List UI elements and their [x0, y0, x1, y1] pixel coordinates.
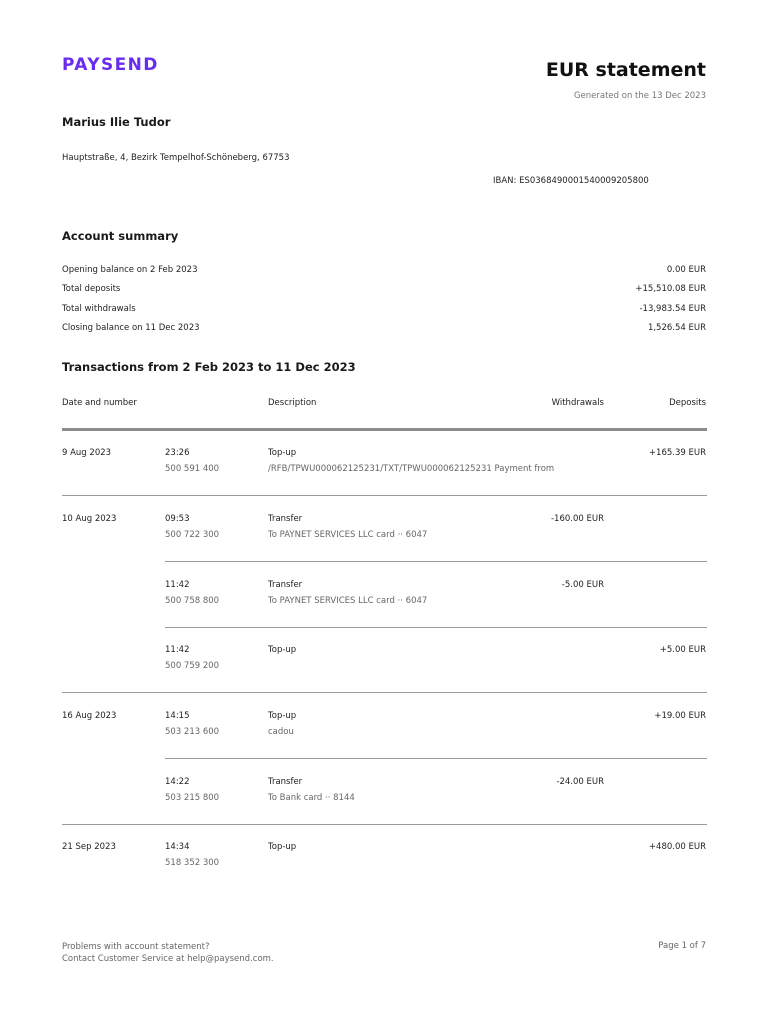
- transaction-time: 14:15: [165, 711, 190, 721]
- transaction-number: 500 722 300: [165, 530, 220, 540]
- transaction-time: 14:22: [165, 777, 190, 787]
- summary-label-deposits: Total deposits: [62, 284, 121, 294]
- transaction-type: Top-up: [268, 842, 297, 852]
- generated-date: Generated on the 13 Dec 2023: [573, 91, 706, 101]
- transaction-number: 500 591 400: [165, 464, 220, 474]
- transaction-details: /RFB/TPWU000062125231/TXT/TPWU000062125231 Payment from: [268, 464, 555, 474]
- transaction-number: 518 352 300: [165, 858, 220, 868]
- account-holder-address: Hauptstraße, 4, Bezirk Tempelhof-Schöneberg, 67753: [62, 153, 290, 163]
- footer-help: [62, 941, 274, 965]
- statement-title: EUR statement: [545, 59, 706, 81]
- row-divider: [165, 561, 707, 562]
- account-holder-name: Marius Ilie Tudor: [62, 115, 171, 129]
- transaction-date: 16 Aug 2023: [62, 711, 117, 721]
- transaction-time: 23:26: [165, 448, 190, 458]
- column-header-date: Date and number: [62, 398, 137, 408]
- paysend-logo: PAYSEND: [62, 55, 159, 75]
- footer-line-2: Contact Customer Service at help@paysend.com.: [62, 954, 274, 964]
- row-divider: [62, 495, 707, 496]
- footer-line-1: Problems with account statement?: [62, 942, 210, 952]
- transaction-time: 09:53: [165, 514, 190, 524]
- transaction-details: To PAYNET SERVICES LLC card ·· 6047: [268, 530, 428, 540]
- transaction-details: cadou: [268, 727, 294, 737]
- summary-value-withdrawals: -13,983.54 EUR: [639, 304, 706, 314]
- row-divider: [62, 692, 707, 693]
- transaction-date: 9 Aug 2023: [62, 448, 112, 458]
- transaction-deposit: +480.00 EUR: [648, 842, 706, 852]
- transaction-type: Transfer: [268, 777, 303, 787]
- transaction-time: 11:42: [165, 580, 190, 590]
- summary-value-deposits: +15,510.08 EUR: [635, 284, 706, 294]
- row-divider: [165, 627, 707, 628]
- transaction-number: 500 759 200: [165, 661, 220, 671]
- summary-label-closing: Closing balance on 11 Dec 2023: [62, 323, 200, 333]
- transaction-type: Top-up: [268, 645, 297, 655]
- summary-label-opening: Opening balance on 2 Feb 2023: [62, 265, 198, 275]
- transaction-withdrawal: -24.00 EUR: [556, 777, 604, 787]
- transaction-deposit: +165.39 EUR: [648, 448, 706, 458]
- transaction-time: 14:34: [165, 842, 190, 852]
- transaction-number: 500 758 800: [165, 596, 220, 606]
- column-header-withdrawals: Withdrawals: [551, 398, 604, 408]
- transaction-type: Top-up: [268, 448, 297, 458]
- page-number: Page 1 of 7: [658, 941, 706, 951]
- transaction-date: 10 Aug 2023: [62, 514, 117, 524]
- transaction-time: 11:42: [165, 645, 190, 655]
- iban: IBAN: ES0368490001540009205800: [493, 176, 649, 186]
- summary-label-withdrawals: Total withdrawals: [62, 304, 136, 314]
- row-divider: [62, 824, 707, 825]
- transaction-details: To Bank card ·· 8144: [268, 793, 355, 803]
- summary-value-opening: 0.00 EUR: [666, 265, 706, 275]
- transaction-type: Top-up: [268, 711, 297, 721]
- row-divider: [165, 758, 707, 759]
- transaction-type: Transfer: [268, 580, 303, 590]
- transaction-type: Transfer: [268, 514, 303, 524]
- transaction-deposit: +5.00 EUR: [659, 645, 706, 655]
- transaction-details: To PAYNET SERVICES LLC card ·· 6047: [268, 596, 428, 606]
- table-header-divider: [62, 428, 707, 431]
- summary-value-closing: 1,526.54 EUR: [647, 323, 706, 333]
- column-header-description: Description: [268, 398, 317, 408]
- transaction-number: 503 215 800: [165, 793, 220, 803]
- transaction-withdrawal: -5.00 EUR: [561, 580, 604, 590]
- column-header-deposits: Deposits: [669, 398, 706, 408]
- transaction-number: 503 213 600: [165, 727, 220, 737]
- transactions-title: Transactions from 2 Feb 2023 to 11 Dec 2023: [62, 360, 356, 374]
- transaction-deposit: +19.00 EUR: [654, 711, 706, 721]
- transaction-withdrawal: -160.00 EUR: [550, 514, 604, 524]
- transaction-date: 21 Sep 2023: [62, 842, 116, 852]
- account-summary-title: Account summary: [62, 229, 179, 243]
